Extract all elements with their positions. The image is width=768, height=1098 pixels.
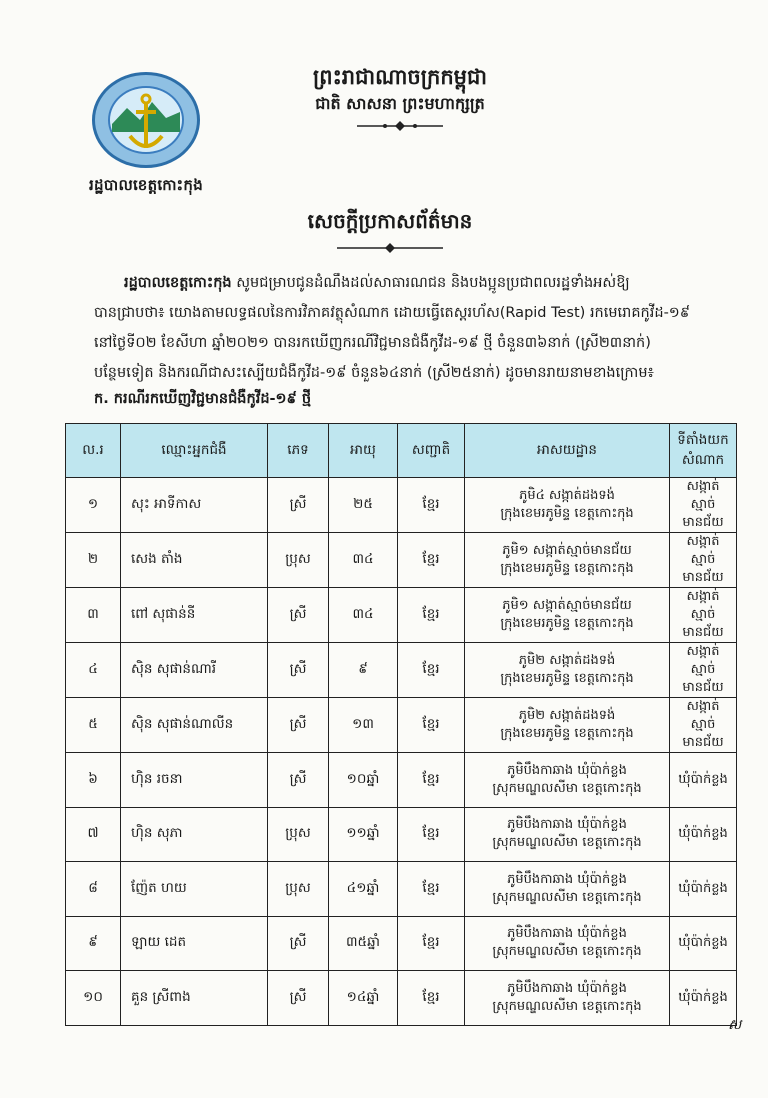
cell-name: សេង តាំង [121, 533, 268, 588]
cell-no: ១០ [66, 971, 121, 1026]
cell-nationality: ខ្មែរ [398, 698, 465, 753]
cell-age: ៣៤ [329, 533, 398, 588]
cell-age: ៩ [329, 643, 398, 698]
cell-no: ៩ [66, 916, 121, 971]
cell-sex: ស្រី [268, 971, 329, 1026]
cell-sample-site: សង្កាត់ ស្មាច់មានជ័យ [670, 643, 737, 698]
cell-sample-site: ឃុំប៉ាក់ខ្លង [670, 753, 737, 808]
logo-caption: រដ្ឋបាលខេត្តកោះកុង [88, 176, 204, 194]
cell-address: ភូមិ១ សង្កាត់ស្មាច់មានជ័យ ក្រុងខេមរភូមិន្ទ ខេត្តកោះកុង [465, 588, 670, 643]
cell-sex: ស្រី [268, 588, 329, 643]
cell-age: ១៤ឆ្នាំ [329, 971, 398, 1026]
cell-no: ៦ [66, 753, 121, 808]
table-row [66, 862, 737, 917]
body-line: នៅថ្ងៃទី០២ ខែសីហា ឆ្នាំ២០២១ បានរកឃើញករណីវិជ្ជមានជំងឺកូវីដ-១៩ ថ្មី ចំនួន៣៦នាក់ (ស្រី២៣នាក់) [94, 335, 651, 351]
title-ornament-icon [335, 242, 445, 254]
cell-no: ៨ [66, 862, 121, 917]
cell-nationality: ខ្មែរ [398, 643, 465, 698]
cell-address: ភូមិបឹងកាឆាង ឃុំប៉ាក់ខ្លង ស្រុកមណ្ឌលសីមា ខេត្តកោះកុង [465, 862, 670, 917]
provincial-logo [62, 72, 230, 202]
cell-age: ៤១ឆ្នាំ [329, 862, 398, 917]
table-row [66, 698, 737, 753]
table-row [66, 807, 737, 862]
cell-nationality: ខ្មែរ [398, 916, 465, 971]
cell-name: ស៊ិន សុផាន់ណារី [121, 643, 268, 698]
cell-nationality: ខ្មែរ [398, 478, 465, 533]
cell-age: ១០ឆ្នាំ [329, 753, 398, 808]
cell-name: ញ៉ែត ហយ [121, 862, 268, 917]
cell-no: ៣ [66, 588, 121, 643]
national-header [250, 63, 550, 136]
section-title: ក. ករណីរកឃើញវិជ្ជមានជំងឺកូវីដ-១៩ ថ្មី [94, 391, 312, 407]
cell-name: ស៊ិន សុផាន់ណាលីន [121, 698, 268, 753]
cell-sample-site: សង្កាត់ ស្មាច់មានជ័យ [670, 588, 737, 643]
cell-name: ហ៊ិន សុភា [121, 807, 268, 862]
cell-sex: ប្រុស [268, 862, 329, 917]
cell-nationality: ខ្មែរ [398, 862, 465, 917]
col-age: អាយុ [329, 424, 398, 478]
cell-nationality: ខ្មែរ [398, 533, 465, 588]
cell-sample-site: សង្កាត់ ស្មាច់មានជ័យ [670, 533, 737, 588]
table-row [66, 533, 737, 588]
cases-table [65, 423, 737, 1026]
table-row [66, 971, 737, 1026]
cell-age: ២៥ [329, 478, 398, 533]
cell-age: ១៣ [329, 698, 398, 753]
cell-sex: ស្រី [268, 753, 329, 808]
cell-nationality: ខ្មែរ [398, 753, 465, 808]
anchor-icon [92, 72, 200, 168]
cell-nationality: ខ្មែរ [398, 971, 465, 1026]
cell-sample-site: សង្កាត់ ស្មាច់មានជ័យ [670, 698, 737, 753]
cell-address: ភូមិបឹងកាឆាង ឃុំប៉ាក់ខ្លង ស្រុកមណ្ឌលសីមា ខេត្តកោះកុង [465, 916, 670, 971]
page-title: សេចក្តីប្រកាសព័ត៌មាន [200, 208, 580, 254]
cell-address: ភូមិ២ សង្កាត់ដងទង់ ក្រុងខេមរភូមិន្ទ ខេត្តកោះកុង [465, 643, 670, 698]
cell-age: ៣៥ឆ្នាំ [329, 916, 398, 971]
cell-sample-site: ឃុំប៉ាក់ខ្លង [670, 862, 737, 917]
cell-sample-site: សង្កាត់ ស្មាច់មានជ័យ [670, 478, 737, 533]
body-line: បានជ្រាបថា៖ យោងតាមលទ្ធផលនៃការវិភាគវត្ថុសំណាក ដោយធ្វើតេស្តរហ័ស(Rapid Test) រកមេរោគកូវីដ-១៩ [94, 305, 691, 321]
col-no: ល.រ [66, 424, 121, 478]
table-row [66, 643, 737, 698]
cell-sample-site: ឃុំប៉ាក់ខ្លង [670, 916, 737, 971]
cell-name: សុះ អាទីកាស [121, 478, 268, 533]
logo-emblem [92, 72, 200, 168]
cell-name: ពៅ សុផាន់នី [121, 588, 268, 643]
table-row [66, 753, 737, 808]
table-row [66, 916, 737, 971]
cell-no: ៧ [66, 807, 121, 862]
cell-no: ១ [66, 478, 121, 533]
cell-no: ២ [66, 533, 121, 588]
cell-sex: ស្រី [268, 478, 329, 533]
cell-sample-site: ឃុំប៉ាក់ខ្លង [670, 971, 737, 1026]
org-name: រដ្ឋបាលខេត្តកោះកុង [124, 275, 232, 291]
cell-address: ភូមិបឹងកាឆាង ឃុំប៉ាក់ខ្លង ស្រុកមណ្ឌលសីមា ខេត្តកោះកុង [465, 807, 670, 862]
cell-sex: ស្រី [268, 916, 329, 971]
cell-name: ឡាយ ដេត [121, 916, 268, 971]
cell-address: ភូមិបឹងកាឆាង ឃុំប៉ាក់ខ្លង ស្រុកមណ្ឌលសីមា ខេត្តកោះកុង [465, 971, 670, 1026]
table-row [66, 588, 737, 643]
cell-address: ភូមិ៤ សង្កាត់ដងទង់ ក្រុងខេមរភូមិន្ទ ខេត្តកោះកុង [465, 478, 670, 533]
cell-no: ៥ [66, 698, 121, 753]
cell-name: គួន ស្រីពាង [121, 971, 268, 1026]
handwritten-initials: ស [728, 1017, 742, 1033]
cell-nationality: ខ្មែរ [398, 588, 465, 643]
cell-address: ភូមិ១ សង្កាត់ស្មាច់មានជ័យ ក្រុងខេមរភូមិន្ទ ខេត្តកោះកុង [465, 533, 670, 588]
cell-address: ភូមិបឹងកាឆាង ឃុំប៉ាក់ខ្លង ស្រុកមណ្ឌលសីមា ខេត្តកោះកុង [465, 753, 670, 808]
kingdom-title: ព្រះរាជាណាចក្រកម្ពុជា [312, 65, 487, 89]
cell-nationality: ខ្មែរ [398, 807, 465, 862]
cell-no: ៤ [66, 643, 121, 698]
cell-age: ១១ឆ្នាំ [329, 807, 398, 862]
body-line: បន្ថែមទៀត និងករណីជាសះស្បើយជំងឺកូវីដ-១៩ ចំនួន៦៤នាក់ (ស្រី២៥នាក់) ដូចមានរាយនាមខាងក្រោម៖ [94, 365, 654, 381]
cell-sex: ស្រី [268, 643, 329, 698]
col-name: ឈ្មោះអ្នកជំងឺ [121, 424, 268, 478]
announcement-body: រដ្ឋបាលខេត្តកោះកុង សូមជម្រាបជូនដំណឹងដល់សាធារណជន និងបងប្អូនប្រជាពលរដ្ឋទាំងអស់ឱ្យ បានជ្រាបថា៖ យោងតាមលទ្ធផលនៃការវិភាគវត្ថុសំណាក ដោយធ្វើតេស្តរហ័ស(Rapid Test) រកមេរោគកូវីដ-១៩ នៅថ្ងៃទី០២ ខែសីហា ឆ្នាំ២០២១ បានរកឃើញករណីវិជ្ជមានជំងឺកូវីដ-១៩ ថ្មី ចំនួន៣៦នាក់ (ស្រី២៣នាក់) បន្ថែមទៀត និងករណីជាសះស្បើយជំងឺកូវីដ-១៩ ចំនួន៦៤នាក់ (ស្រី២៥នាក់) ដូចមានរាយនាមខាងក្រោម៖ [94, 268, 694, 388]
table-header-row [66, 424, 737, 478]
table-row [66, 478, 737, 533]
cell-sex: ប្រុស [268, 807, 329, 862]
col-nationality: សញ្ជាតិ [398, 424, 465, 478]
col-sample-site: ទីតាំងយក សំណាក [670, 424, 737, 478]
cell-sample-site: ឃុំប៉ាក់ខ្លង [670, 807, 737, 862]
ornament-icon [355, 120, 445, 132]
cell-age: ៣៤ [329, 588, 398, 643]
cell-sex: ប្រុស [268, 533, 329, 588]
cell-name: ហ៊ិន រចនា [121, 753, 268, 808]
cell-address: ភូមិ២ សង្កាត់ដងទង់ ក្រុងខេមរភូមិន្ទ ខេត្តកោះកុង [465, 698, 670, 753]
national-motto: ជាតិ សាសនា ព្រះមហាក្សត្រ [315, 94, 485, 113]
col-address: អាសយដ្ឋាន [465, 424, 670, 478]
col-sex: ភេទ [268, 424, 329, 478]
cell-sex: ស្រី [268, 698, 329, 753]
